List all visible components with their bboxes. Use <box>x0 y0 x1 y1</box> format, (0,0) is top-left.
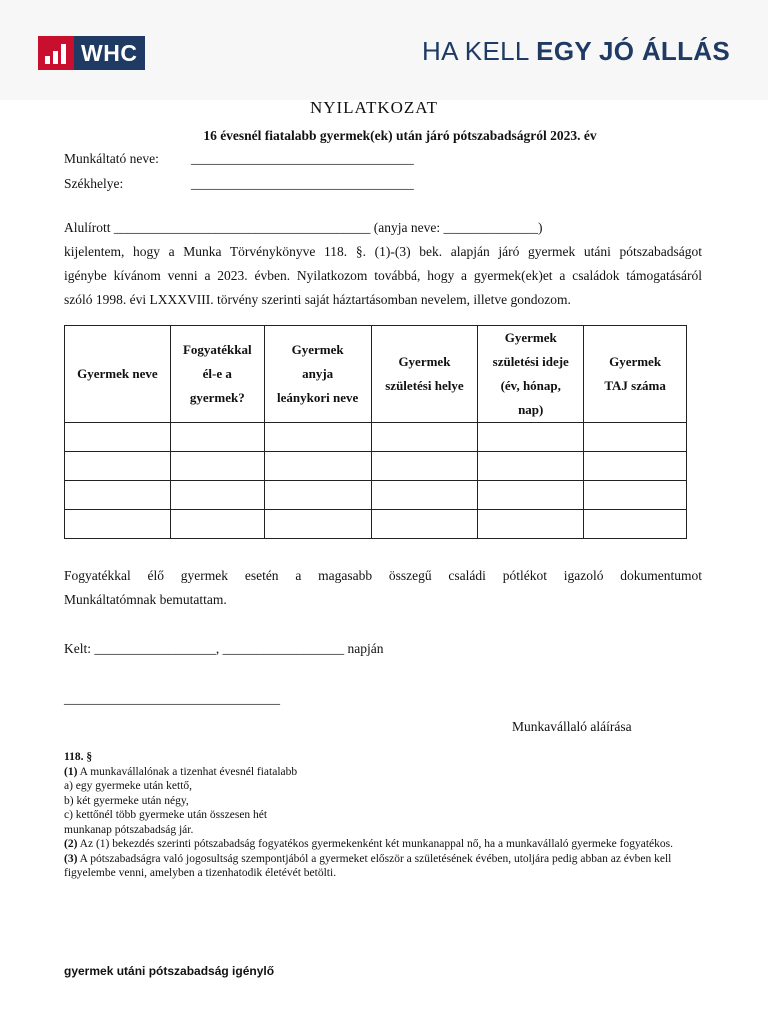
table-cell[interactable] <box>584 481 687 510</box>
table-row <box>65 481 687 510</box>
table-row <box>65 510 687 539</box>
table-cell[interactable] <box>65 423 171 452</box>
bar-chart-icon <box>38 36 74 70</box>
table-cell[interactable] <box>584 452 687 481</box>
table-cell[interactable] <box>65 510 171 539</box>
declaration-line-2: igénybe kívánom venni a 2023. évben. Nyilatkozom továbbá, hogy a gyermek(ek)et a családok támogatásáról <box>64 268 702 283</box>
table-cell[interactable] <box>170 510 264 539</box>
legal-excerpt: 118. § (1) A munkavállalónak a tizenhat évesnél fiatalabb a) egy gyermeke után kettő, b) két gyermeke után négy, c) kettőnél több gyermeke után összesen hét munkanap pótszabadság jár. (2) Az (1) bekezdés szerinti pótszabadság fogyatékos gyermekenként két munkanappal nő, ha a munkavállaló gyermeke fogyatékos. (3) A pótszabadságra való jogosultság szempontjából a gyermeket először a születésének évében, utoljára pedig abban az évben kell figyelembe venni, amelyben a tizenhatodik életévét betölti. <box>64 750 724 881</box>
employer-label: Munkáltató neve: <box>64 151 159 166</box>
table-cell[interactable] <box>584 423 687 452</box>
col-mother-maiden-name: Gyermek anyja leánykori neve <box>264 326 371 423</box>
undersigned-line[interactable]: Alulírott ______________________________________ (anyja neve: ______________) <box>64 220 543 235</box>
col-birthdate: Gyermek születési ideje (év, hónap, nap) <box>478 326 584 423</box>
table-cell[interactable] <box>264 423 371 452</box>
whc-logo <box>38 36 145 70</box>
signature-field[interactable]: ________________________________ <box>64 691 280 706</box>
table-cell[interactable] <box>371 510 478 539</box>
table-cell[interactable] <box>371 481 478 510</box>
legal-item-c: c) kettőnél több gyermeke után összesen hét <box>64 809 268 821</box>
table-header-row <box>65 326 687 423</box>
seat-field[interactable]: _________________________________ <box>191 176 414 191</box>
children-table <box>64 325 687 539</box>
header-band <box>0 0 768 100</box>
disability-line-1: Fogyatékkal élő gyermek esetén a magasabb összegű családi pótlékot igazoló dokumentumot <box>64 568 702 583</box>
table-cell[interactable] <box>371 452 478 481</box>
table-row <box>65 423 687 452</box>
table-cell[interactable] <box>264 481 371 510</box>
table-cell[interactable] <box>478 510 584 539</box>
table-row <box>65 452 687 481</box>
legal-item-a: a) egy gyermeke után kettő, <box>64 780 193 792</box>
legal-section: 118. § <box>64 751 93 763</box>
declaration-line-3: szóló 1998. évi LXXXVIII. törvény szerinti saját háztartásomban nevelem, illetve gondozom. <box>64 292 571 307</box>
document-title: NYILATKOZAT <box>309 98 439 117</box>
slogan <box>422 36 730 67</box>
col-taj-number: Gyermek TAJ száma <box>584 326 687 423</box>
col-child-name: Gyermek neve <box>65 326 171 423</box>
table-cell[interactable] <box>584 510 687 539</box>
slogan-bold: EGY JÓ ÁLLÁS <box>536 36 730 66</box>
table-cell[interactable] <box>478 423 584 452</box>
col-disability: Fogyatékkal él-e a gyermek? <box>170 326 264 423</box>
employer-field[interactable]: _________________________________ <box>191 151 414 166</box>
table-cell[interactable] <box>264 510 371 539</box>
table-cell[interactable] <box>65 452 171 481</box>
table-cell[interactable] <box>65 481 171 510</box>
logo-text: WHC <box>74 36 145 70</box>
table-cell[interactable] <box>170 452 264 481</box>
document-subtitle: 16 évesnél fiatalabb gyermek(ek) után járó pótszabadságról 2023. év <box>203 128 597 143</box>
slogan-light: HA KELL <box>422 36 537 66</box>
table-cell[interactable] <box>478 481 584 510</box>
table-cell[interactable] <box>264 452 371 481</box>
declaration-line-1: kijelentem, hogy a Munka Törvénykönyve 118. §. (1)-(3) bek. alapján járó gyermek utáni pótszabadságot <box>64 244 702 259</box>
seat-label: Székhelye: <box>64 176 124 191</box>
col-birthplace: Gyermek születési helye <box>371 326 478 423</box>
footer-caption: gyermek utáni pótszabadság igénylő <box>64 964 275 978</box>
table-cell[interactable] <box>170 481 264 510</box>
table-cell[interactable] <box>478 452 584 481</box>
table-cell[interactable] <box>170 423 264 452</box>
table-cell[interactable] <box>371 423 478 452</box>
legal-item-b: b) két gyermeke után négy, <box>64 794 189 807</box>
disability-line-2: Munkáltatómnak bemutattam. <box>64 592 227 607</box>
dated-line[interactable]: Kelt: __________________, __________________ napján <box>64 641 384 656</box>
signature-label: Munkavállaló aláírása <box>512 719 632 734</box>
legal-item-tail: munkanap pótszabadság jár. <box>64 823 194 836</box>
